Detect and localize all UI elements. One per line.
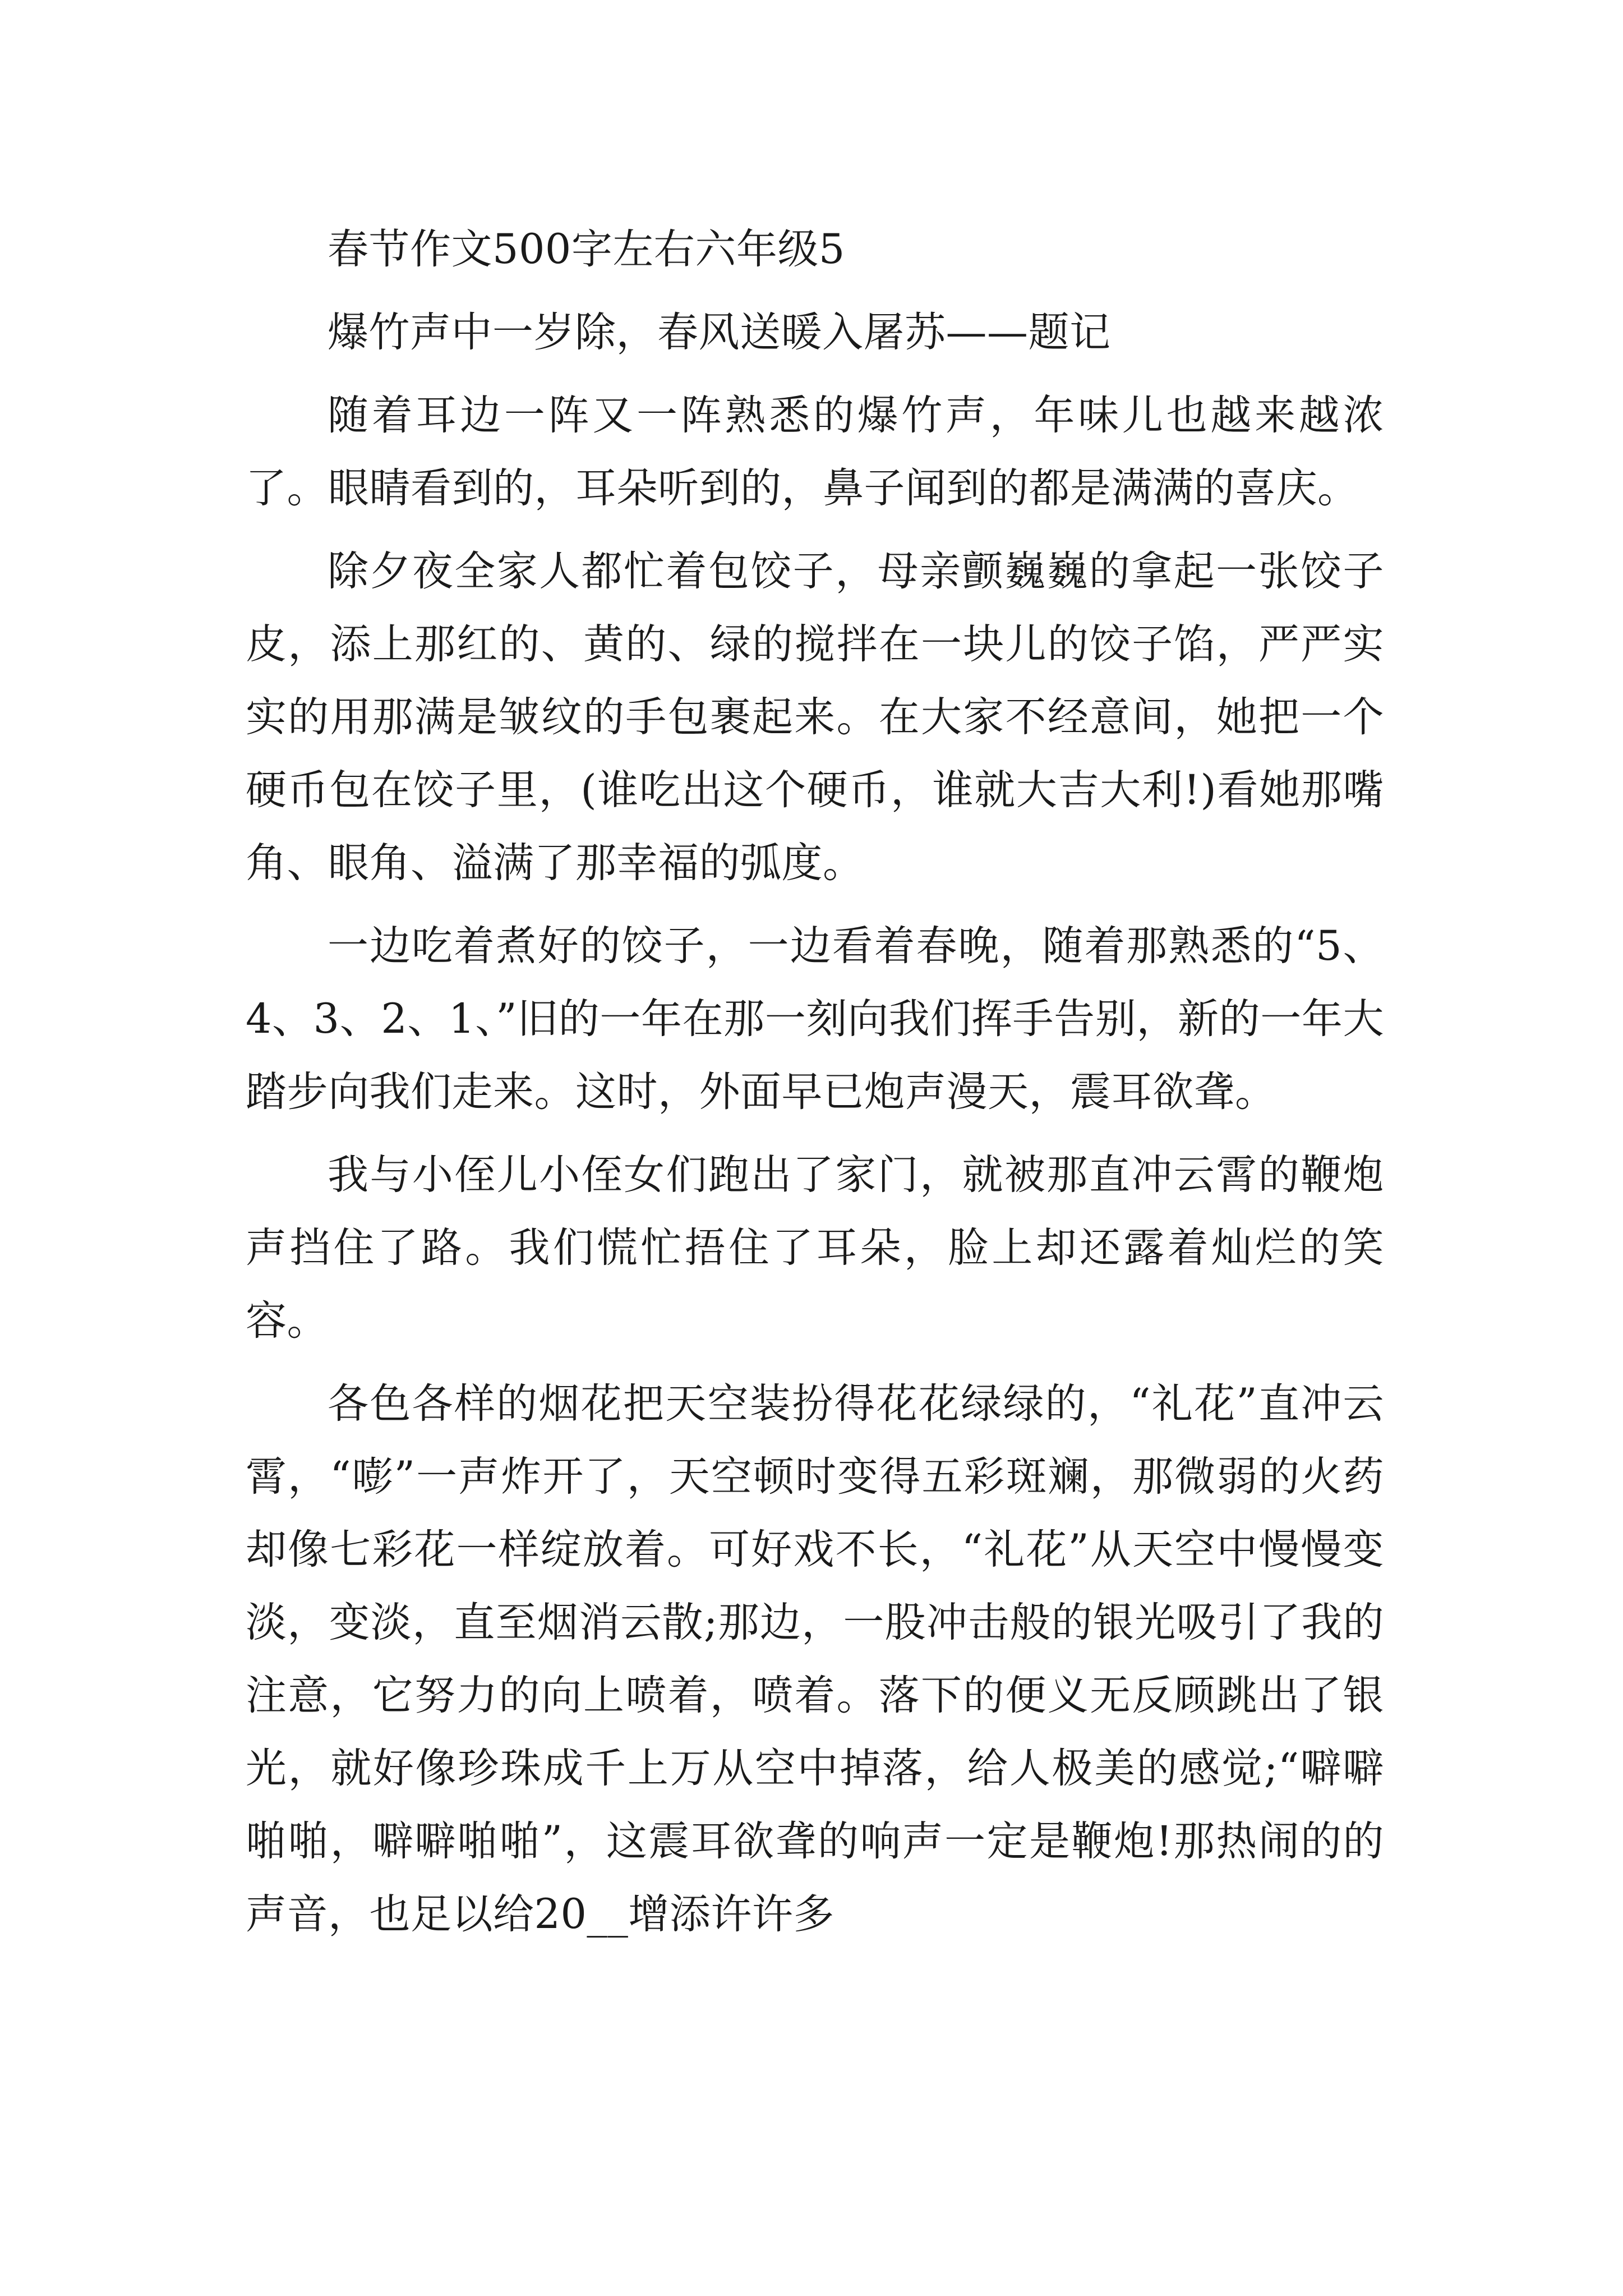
document-subtitle: 爆竹声中一岁除，春风送暖入屠苏——题记 (328, 309, 1111, 356)
paragraph-1: 随着耳边一阵又一阵熟悉的爆竹声，年味儿也越来越浓了。眼睛看到的，耳朵听到的，鼻子闻到的都是满满的喜庆。 (246, 392, 1384, 512)
paragraph-2: 除夕夜全家人都忙着包饺子，母亲颤巍巍的拿起一张饺子皮，添上那红的、黄的、绿的搅拌在一块儿的饺子馅，严严实实的用那满是皱纹的手包裹起来。在大家不经意间，她把一个硬币包在饺子里，(谁吃出这个硬币，谁就大吉大利!)看她那嘴角、眼角、溢满了那幸福的弧度。 (246, 547, 1384, 887)
document-title: 春节作文500字左右六年级5 (328, 226, 845, 273)
document-body (246, 213, 1384, 1961)
paragraph-3: 一边吃着煮好的饺子，一边看着春晚，随着那熟悉的“5、4、3、2、1、”旧的一年在那一刻向我们挥手告别，新的一年大踏步向我们走来。这时，外面早已炮声漫天，震耳欲聋。 (246, 922, 1384, 1116)
paragraph-4: 我与小侄儿小侄女们跑出了家门，就被那直冲云霄的鞭炮声挡住了路。我们慌忙捂住了耳朵，脸上却还露着灿烂的笑容。 (246, 1151, 1384, 1345)
paragraph-5: 各色各样的烟花把天空装扮得花花绿绿的，“礼花”直冲云霄，“嘭”一声炸开了，天空顿时变得五彩斑斓，那微弱的火药却像七彩花一样绽放着。可好戏不长，“礼花”从天空中慢慢变淡，变淡，直至烟消云散;那边，一股冲击般的银光吸引了我的注意，它努力的向上喷着，喷着。落下的便义无反顾跳出了银光，就好像珍珠成千上万从空中掉落，给人极美的感觉;“噼噼啪啪，噼噼啪啪”，这震耳欲聋的响声一定是鞭炮!那热闹的的声音，也足以给20__增添许许多 (246, 1380, 1384, 1938)
